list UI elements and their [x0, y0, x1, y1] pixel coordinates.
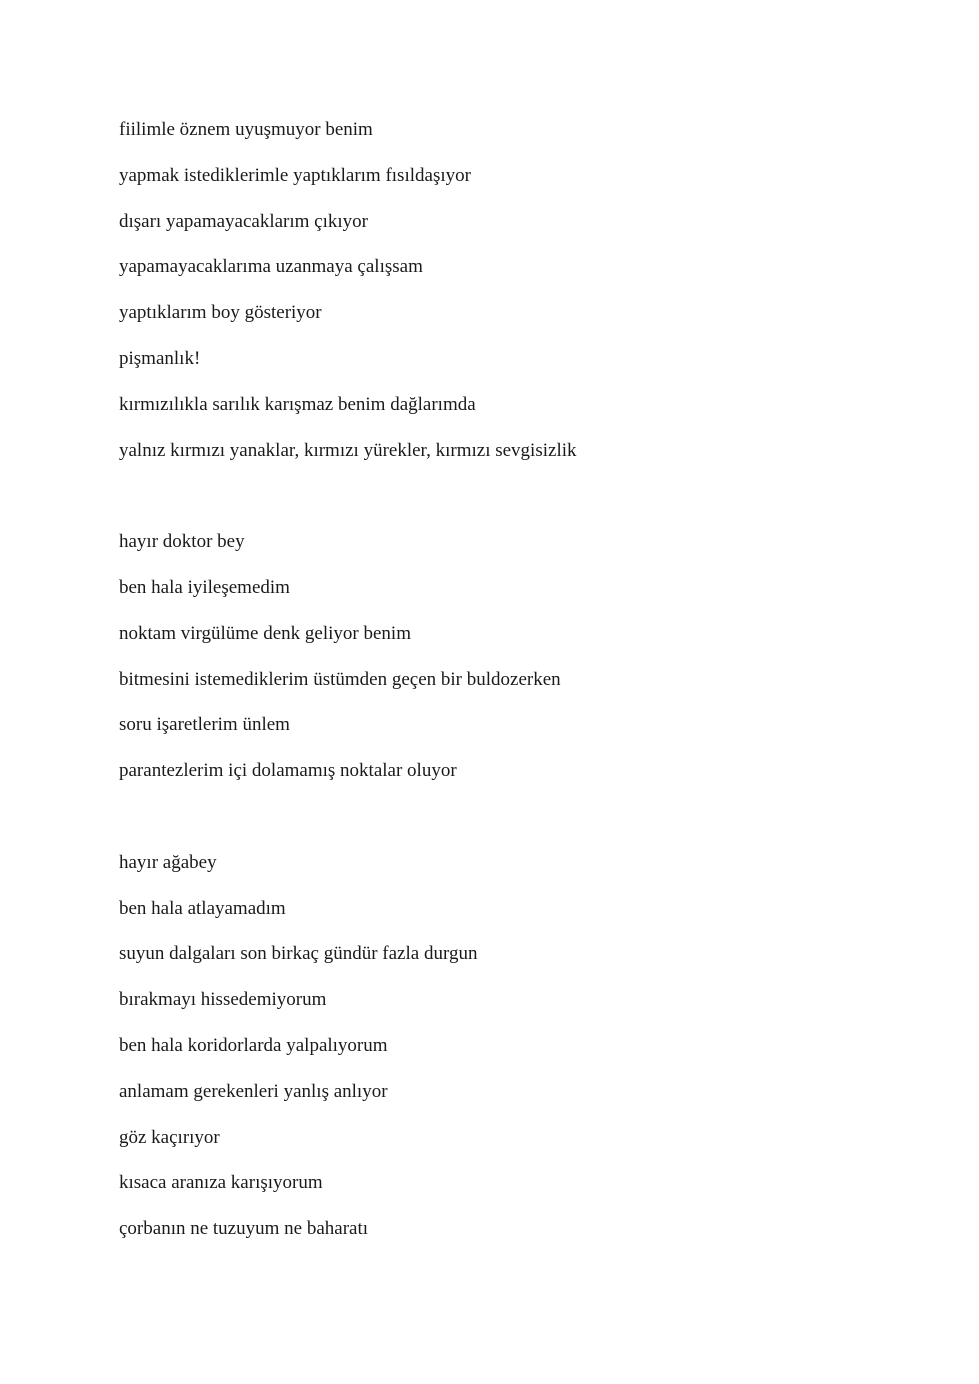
poem-line: noktam virgülüme denk geliyor benim: [119, 622, 411, 644]
poem-line: göz kaçırıyor: [119, 1126, 220, 1148]
stanza-1: [119, 116, 577, 482]
poem-line: çorbanın ne tuzuyum ne baharatı: [119, 1218, 369, 1240]
poem-line: suyun dalgaları son birkaç gündür fazla durgun: [119, 943, 478, 965]
poem-line: ben hala atlayamadım: [119, 897, 286, 919]
poem: [119, 116, 577, 1261]
stanza-3: [119, 849, 577, 1261]
poem-line: kısaca aranıza karışıyorum: [119, 1172, 323, 1194]
poem-line: hayır doktor bey: [119, 531, 245, 553]
poem-line: yapmak istediklerimle yaptıklarım fısıldaşıyor: [119, 164, 471, 186]
poem-line: pişmanlık!: [119, 347, 201, 369]
poem-line: parantezlerim içi dolamamış noktalar oluyor: [119, 760, 457, 782]
poem-line: dışarı yapamayacaklarım çıkıyor: [119, 210, 369, 232]
poem-line: bırakmayı hissedemiyorum: [119, 989, 327, 1011]
poem-line: hayır ağabey: [119, 851, 217, 873]
poem-line: ben hala koridorlarda yalpalıyorum: [119, 1034, 388, 1056]
poem-line: yaptıklarım boy gösteriyor: [119, 302, 322, 324]
stanza-2: [119, 528, 577, 803]
poem-line: anlamam gerekenleri yanlış anlıyor: [119, 1080, 388, 1102]
poem-line: yalnız kırmızı yanaklar, kırmızı yürekler, kırmızı sevgisizlik: [119, 439, 577, 461]
poem-line: bitmesini istemediklerim üstümden geçen bir buldozerken: [119, 668, 561, 690]
poem-line: kırmızılıkla sarılık karışmaz benim dağlarımda: [119, 393, 476, 415]
poem-line: soru işaretlerim ünlem: [119, 714, 290, 736]
poem-line: yapamayacaklarıma uzanmaya çalışsam: [119, 256, 423, 278]
poem-line: fiilimle öznem uyuşmuyor benim: [119, 119, 373, 140]
poem-line: ben hala iyileşemedim: [119, 576, 290, 598]
